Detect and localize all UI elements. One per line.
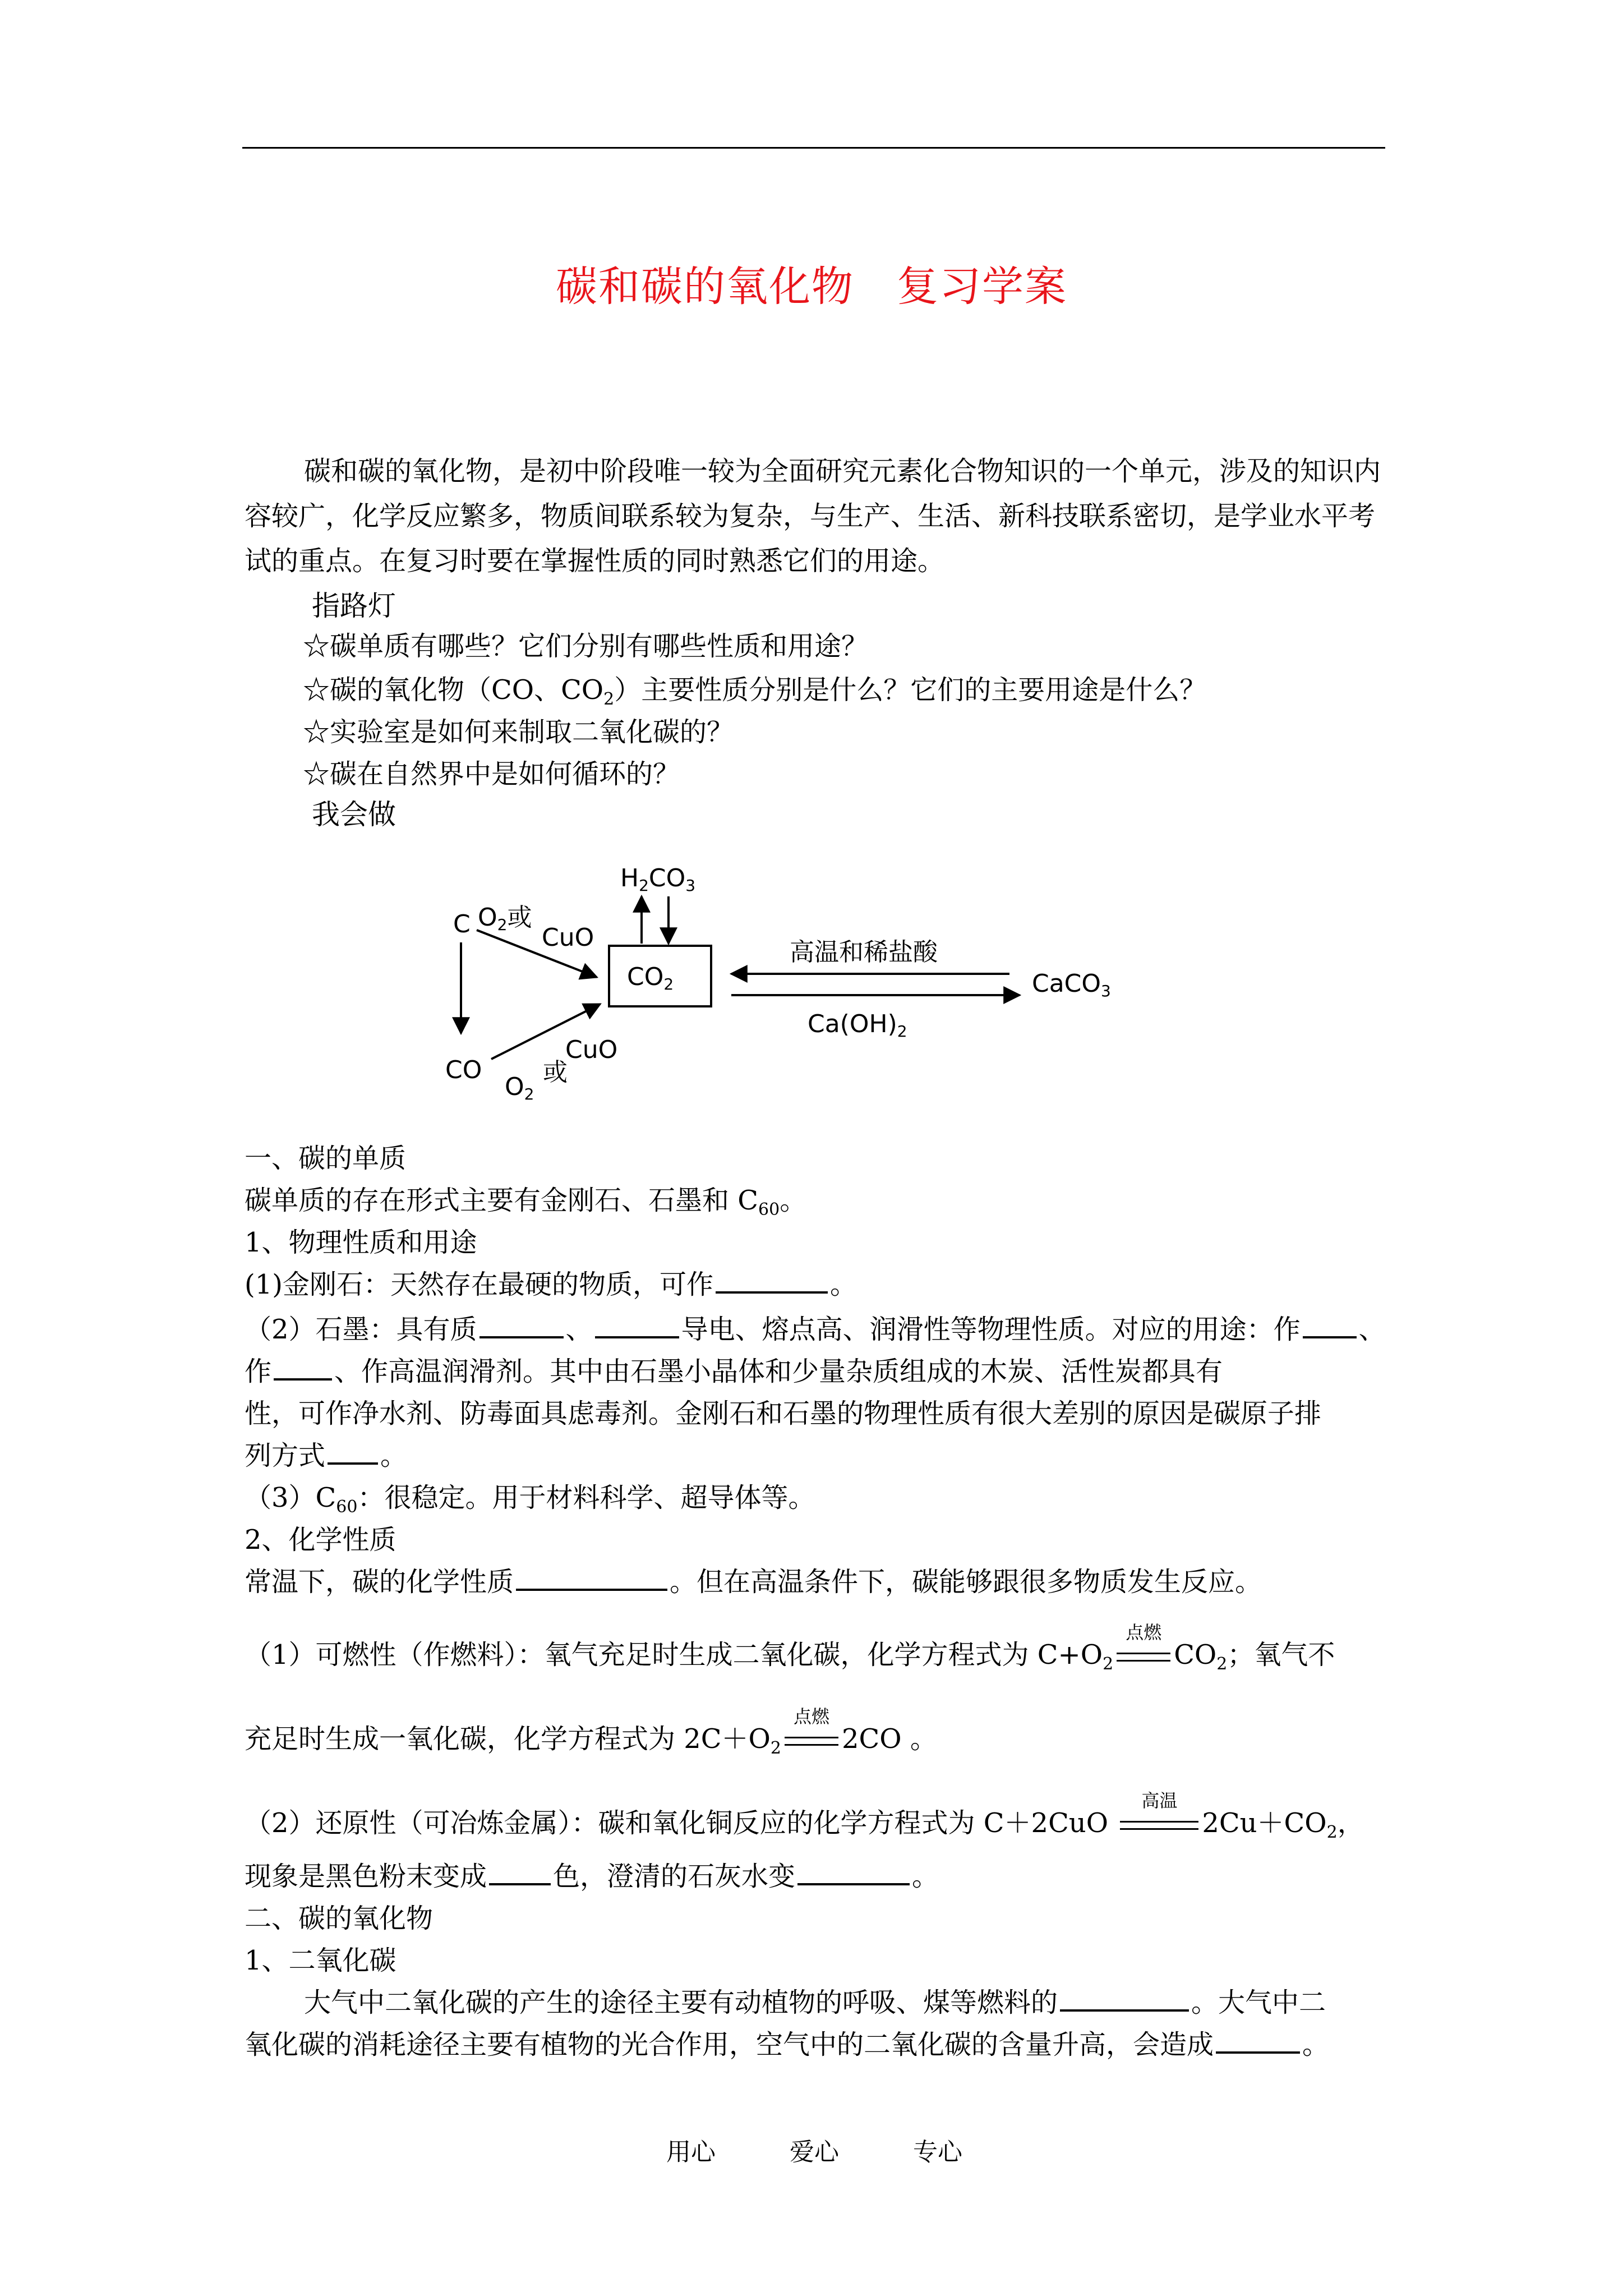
label-caco3: CaCO3 bbox=[1032, 969, 1111, 1000]
footer-text-2: 爱心 bbox=[790, 2138, 839, 2166]
combustion-line-1: （1）可燃性（作燃料）：氧气充足时生成二氧化碳，化学方程式为 $C+O_2$ 点燃 $CO_2$；氧气不 bbox=[245, 1632, 1335, 1687]
blank-arrangement[interactable] bbox=[328, 1438, 378, 1465]
carbon-forms-text: 碳单质的存在形式主要有金刚石、石墨和 $C_{60}$。 bbox=[245, 1185, 807, 1220]
combustion-line-2: 充足时生成一氧化碳，化学方程式为 $2C+O_2$ 点燃 2CO 。 bbox=[245, 1717, 937, 1771]
label-co: CO bbox=[445, 1056, 482, 1084]
co2-line-1: 大气中二氧化碳的产生的途径主要有动植物的呼吸、煤等燃料的 。大气中二 bbox=[304, 1980, 1326, 2025]
graphite-line-3: 性，可作净水剂、防毒面具虑毒剂。金刚石和石墨的物理性质有很大差别的原因是碳原子排 bbox=[245, 1398, 1322, 1429]
condition-high-temp: 高温 bbox=[1120, 1801, 1198, 1846]
can-do-heading: 我会做 bbox=[312, 798, 396, 831]
section-2-heading: 二、碳的氧化物 bbox=[245, 1903, 434, 1934]
guide-question-2: ☆碳的氧化物（CO、$CO_2$）主要性质分别是什么？它们的主要用途是什么？ bbox=[303, 674, 1207, 709]
co2-heading: 1、二氧化碳 bbox=[245, 1945, 396, 1976]
phenomenon-line: 现象是黑色粉末变成 色，澄清的石灰水变 。 bbox=[245, 1854, 939, 1899]
normal-temperature-line: 常温下，碳的化学性质 。但在高温条件下，碳能够跟很多物质发生反应。 bbox=[245, 1559, 1262, 1604]
header-rule bbox=[242, 147, 1385, 149]
intro-paragraph: 碳和碳的氧化物，是初中阶段唯一较为全面研究元素化合物知识的一个单元，涉及的知识内容较广，化学反应繁多，物质间联系较为复杂，与生产、生活、新科技联系密切，是学业水平考试的重点。在复习时要在掌握性质的同时熟悉它们的用途。 bbox=[245, 455, 1381, 577]
condition-ignite-2: 点燃 bbox=[785, 1717, 838, 1761]
section-1-heading: 一、碳的单质 bbox=[245, 1143, 407, 1174]
blank-limewater[interactable] bbox=[797, 1858, 910, 1885]
footer-text-3: 专心 bbox=[913, 2138, 962, 2166]
label-o2-lower: O2 bbox=[505, 1073, 534, 1103]
guide-question-3: ☆实验室是如何来制取二氧化碳的？ bbox=[303, 716, 734, 748]
graphite-line-2: 作 、作高温润滑剂。其中由石墨小晶体和少量杂质组成的木炭、活性炭都具有 bbox=[245, 1349, 1223, 1394]
guide-question-4: ☆碳在自然界中是如何循环的？ bbox=[303, 758, 680, 790]
guide-heading: 指路灯 bbox=[312, 590, 396, 622]
graphite-line-4: 列方式 。 bbox=[245, 1433, 407, 1478]
label-high-temp-acid: 高温和稀盐酸 bbox=[790, 938, 938, 967]
physical-properties-heading: 1、物理性质和用途 bbox=[245, 1227, 477, 1258]
diamond-line: (1)金刚石：天然存在最硬的物质，可作 。 bbox=[245, 1262, 857, 1307]
blank-diamond-use[interactable] bbox=[716, 1267, 828, 1294]
label-caoh2: Ca(OH)2 bbox=[808, 1010, 907, 1041]
blank-graphite-use-1[interactable] bbox=[1303, 1312, 1357, 1338]
blank-color[interactable] bbox=[489, 1858, 551, 1885]
label-o2-upper: O2或 bbox=[478, 903, 532, 934]
footer-text-1: 用心 bbox=[666, 2138, 716, 2166]
blank-greenhouse[interactable] bbox=[1216, 2027, 1300, 2054]
label-cuo-upper: CuO bbox=[542, 923, 594, 952]
label-h2co3: H2CO3 bbox=[620, 864, 696, 895]
blank-combustion[interactable] bbox=[1060, 1985, 1189, 2012]
blank-graphite-property-1[interactable] bbox=[479, 1312, 564, 1338]
label-cuo-lower: CuO bbox=[565, 1036, 618, 1064]
c60-line: $(3)C_{60}$：很稳定。用于材料科学、超导体等。 bbox=[245, 1482, 815, 1517]
condition-ignite-1: 点燃 bbox=[1117, 1632, 1170, 1677]
chemical-properties-heading: 2、化学性质 bbox=[245, 1524, 396, 1556]
reduction-line: （2）还原性（可冶炼金属）：碳和氧化铜反应的化学方程式为 C＋2CuO 高温 $2Cu+CO_2$， bbox=[245, 1801, 1364, 1855]
blank-graphite-use-2[interactable] bbox=[274, 1354, 332, 1381]
blank-chemical-stability[interactable] bbox=[516, 1564, 667, 1591]
label-c: C bbox=[453, 910, 471, 938]
carbon-conversion-diagram bbox=[437, 836, 1144, 1116]
label-co2-box: CO2 bbox=[627, 963, 674, 993]
guide-question-1: ☆碳单质有哪些？它们分别有哪些性质和用途？ bbox=[303, 631, 869, 662]
label-or-lower: 或 bbox=[543, 1058, 568, 1087]
blank-graphite-property-2[interactable] bbox=[595, 1312, 679, 1338]
co2-line-2: 氧化碳的消耗途径主要有植物的光合作用，空气中的二氧化碳的含量升高，会造成 。 bbox=[245, 2022, 1329, 2067]
page-title: 碳和碳的氧化物 复习学案 bbox=[556, 263, 1067, 311]
graphite-line-1: （2）石墨：具有质 、 导电、熔点高、润滑性等物理性质。对应的用途：作 、 bbox=[245, 1307, 1386, 1352]
